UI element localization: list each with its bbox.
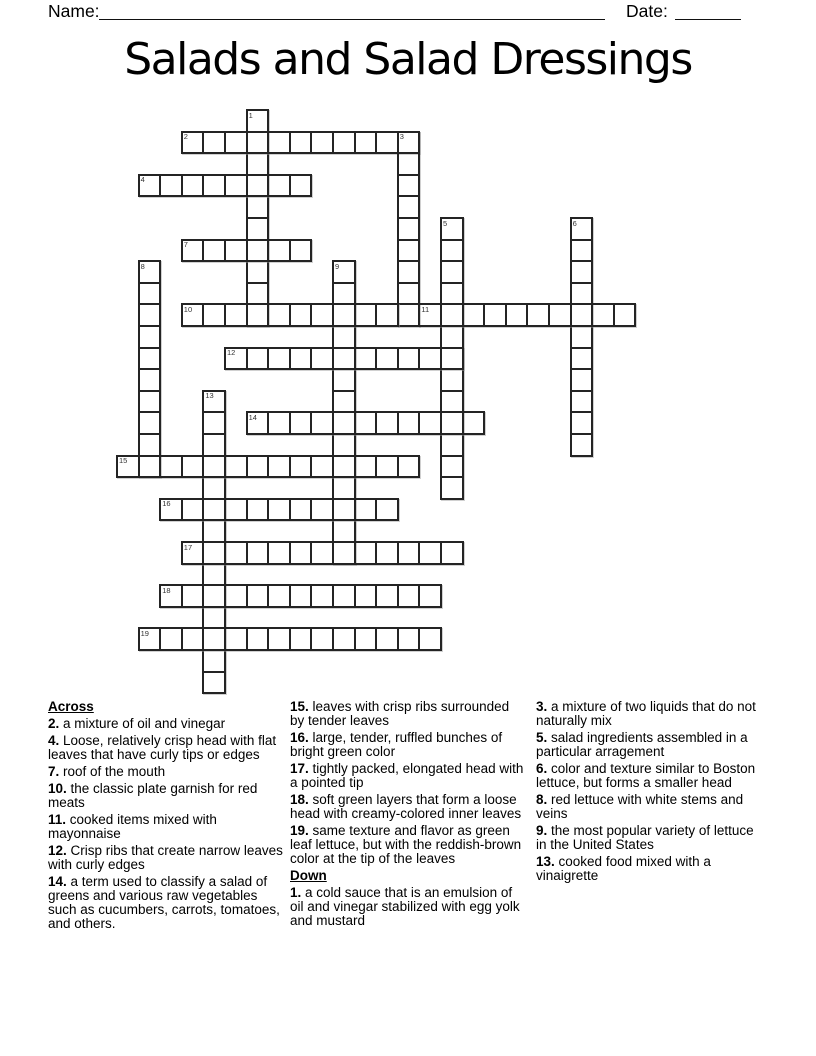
grid-cell[interactable] bbox=[225, 499, 247, 521]
grid-cell[interactable] bbox=[571, 283, 593, 305]
clue-number-label: 14 bbox=[248, 412, 257, 422]
grid-cell[interactable] bbox=[247, 261, 269, 283]
grid-cell[interactable] bbox=[398, 218, 420, 240]
grid-cell[interactable] bbox=[376, 499, 398, 521]
grid-cell[interactable] bbox=[398, 348, 420, 370]
clue-number-label: 16 bbox=[162, 499, 171, 509]
grid-cell[interactable] bbox=[333, 283, 355, 305]
grid-cell[interactable] bbox=[398, 240, 420, 262]
clue-across-11: 11. cooked items mixed with mayonnaise bbox=[48, 812, 217, 841]
grid-cell[interactable] bbox=[333, 261, 355, 283]
clues-across-heading: Across bbox=[48, 699, 94, 714]
grid-cell[interactable] bbox=[225, 585, 247, 607]
grid-cell[interactable] bbox=[268, 542, 290, 564]
grid-cell[interactable] bbox=[139, 261, 161, 283]
clue-across-16: 16. large, tender, ruffled bunches of bright green color bbox=[290, 730, 503, 759]
grid-cell[interactable] bbox=[247, 218, 269, 240]
clue-number-label: 4 bbox=[140, 175, 145, 185]
grid-cell[interactable] bbox=[441, 434, 463, 456]
grid-cell[interactable] bbox=[203, 240, 225, 262]
clue-number-label: 10 bbox=[183, 304, 193, 314]
grid-cell[interactable] bbox=[355, 499, 377, 521]
grid-cell[interactable] bbox=[398, 175, 420, 197]
grid-cell[interactable] bbox=[247, 283, 269, 305]
grid-cell[interactable] bbox=[376, 542, 398, 564]
clue-number-label: 1 bbox=[248, 110, 253, 120]
grid-cell[interactable] bbox=[203, 585, 225, 607]
clue-across-18: 18. soft green layers that form a loose head with creamy-colored inner leaves bbox=[290, 792, 522, 821]
grid-cell[interactable] bbox=[571, 240, 593, 262]
grid-cell[interactable] bbox=[290, 412, 312, 434]
grid-cell[interactable] bbox=[376, 132, 398, 154]
grid-cell[interactable] bbox=[139, 369, 161, 391]
grid-cell[interactable] bbox=[441, 283, 463, 305]
grid-cell[interactable] bbox=[139, 304, 161, 326]
grid-cell[interactable] bbox=[311, 456, 333, 478]
clue-across-17: 17. tightly packed, elongated head with a pointed tip bbox=[290, 761, 524, 790]
grid-cell[interactable] bbox=[290, 132, 312, 154]
grid-cell[interactable] bbox=[355, 585, 377, 607]
grid-cell[interactable] bbox=[355, 412, 377, 434]
grid-cell[interactable] bbox=[203, 391, 225, 413]
grid-cell[interactable] bbox=[225, 240, 247, 262]
grid-cell[interactable] bbox=[225, 456, 247, 478]
grid-cell[interactable] bbox=[203, 499, 225, 521]
clue-number: 3. bbox=[536, 699, 548, 714]
grid-cell[interactable] bbox=[247, 175, 269, 197]
grid-cell[interactable] bbox=[290, 456, 312, 478]
clue-number: 4. bbox=[48, 733, 60, 748]
grid-cell[interactable] bbox=[182, 240, 204, 262]
grid-cell[interactable] bbox=[268, 240, 290, 262]
clue-number-label: 13 bbox=[205, 391, 214, 401]
grid-cell[interactable] bbox=[398, 456, 420, 478]
grid-cell[interactable] bbox=[268, 456, 290, 478]
grid-cell[interactable] bbox=[203, 564, 225, 586]
grid-cell[interactable] bbox=[182, 456, 204, 478]
grid-cell[interactable] bbox=[247, 412, 269, 434]
grid-cell[interactable] bbox=[203, 477, 225, 499]
grid-cell[interactable] bbox=[247, 196, 269, 218]
grid-cell[interactable] bbox=[355, 456, 377, 478]
clue-number: 16. bbox=[290, 730, 309, 745]
grid-cell[interactable] bbox=[355, 132, 377, 154]
grid-cell[interactable] bbox=[160, 175, 182, 197]
grid-cell[interactable] bbox=[225, 348, 247, 370]
grid-cell[interactable] bbox=[182, 175, 204, 197]
clue-number-label: 15 bbox=[119, 456, 128, 466]
grid-cell[interactable] bbox=[160, 628, 182, 650]
grid-cell[interactable] bbox=[527, 304, 549, 326]
name-label: Name: bbox=[48, 1, 100, 21]
clue-column-1 bbox=[48, 700, 285, 934]
grid-cell[interactable] bbox=[571, 218, 593, 240]
grid-cell[interactable] bbox=[333, 326, 355, 348]
grid-cell[interactable] bbox=[441, 456, 463, 478]
clue-number-label: 11 bbox=[421, 304, 430, 314]
grid-cell[interactable] bbox=[182, 585, 204, 607]
clue-down-1: 1. a cold sauce that is an emulsion of oil and vinegar stabilized with egg yolk and mustard bbox=[290, 885, 520, 928]
grid-cell[interactable] bbox=[290, 499, 312, 521]
grid-cell[interactable] bbox=[398, 585, 420, 607]
grid-cell[interactable] bbox=[182, 542, 204, 564]
clue-number-label: 3 bbox=[399, 132, 404, 142]
grid-cell[interactable] bbox=[311, 348, 333, 370]
clue-across-4: 4. Loose, relatively crisp head with flat leaves that have curly tips or edges bbox=[48, 733, 277, 762]
grid-cell[interactable] bbox=[333, 412, 355, 434]
clue-number: 1. bbox=[290, 885, 302, 900]
clue-number: 5. bbox=[536, 730, 548, 745]
clue-number-label: 19 bbox=[140, 628, 149, 638]
grid-cell[interactable] bbox=[203, 542, 225, 564]
grid-cell[interactable] bbox=[203, 304, 225, 326]
grid-cell[interactable] bbox=[571, 434, 593, 456]
grid-cell[interactable] bbox=[225, 175, 247, 197]
date-label: Date: bbox=[626, 1, 668, 21]
grid-cell[interactable] bbox=[139, 434, 161, 456]
grid-cell[interactable] bbox=[311, 542, 333, 564]
grid-cell[interactable] bbox=[290, 585, 312, 607]
name-fill-in-line[interactable] bbox=[99, 1, 605, 20]
grid-cell[interactable] bbox=[441, 326, 463, 348]
grid-cell[interactable] bbox=[290, 304, 312, 326]
grid-cell[interactable] bbox=[376, 628, 398, 650]
clue-number: 13. bbox=[536, 854, 555, 869]
grid-cell[interactable] bbox=[333, 304, 355, 326]
grid-cell[interactable] bbox=[376, 412, 398, 434]
grid-cell[interactable] bbox=[139, 348, 161, 370]
grid-cell[interactable] bbox=[463, 304, 485, 326]
grid-cell[interactable] bbox=[290, 240, 312, 262]
grid-cell[interactable] bbox=[333, 348, 355, 370]
grid-cell[interactable] bbox=[419, 628, 441, 650]
grid-cell[interactable] bbox=[139, 628, 161, 650]
clue-down-9: 9. the most popular variety of lettuce in the United States bbox=[536, 823, 754, 852]
grid-cell[interactable] bbox=[355, 348, 377, 370]
grid-cell[interactable] bbox=[333, 369, 355, 391]
clue-number: 11. bbox=[48, 812, 67, 827]
grid-cell[interactable] bbox=[419, 585, 441, 607]
grid-cell[interactable] bbox=[333, 477, 355, 499]
grid-cell[interactable] bbox=[182, 499, 204, 521]
grid-cell[interactable] bbox=[139, 283, 161, 305]
clue-column-3 bbox=[536, 700, 760, 886]
clue-number: 19. bbox=[290, 823, 309, 838]
clue-number-label: 5 bbox=[443, 218, 448, 228]
grid-cell[interactable] bbox=[549, 304, 571, 326]
grid-cell[interactable] bbox=[139, 412, 161, 434]
grid-cell[interactable] bbox=[290, 175, 312, 197]
grid-cell[interactable] bbox=[290, 628, 312, 650]
clue-number: 14. bbox=[48, 874, 67, 889]
grid-cell[interactable] bbox=[139, 456, 161, 478]
grid-cell[interactable] bbox=[203, 132, 225, 154]
grid-cell[interactable] bbox=[419, 304, 441, 326]
grid-cell[interactable] bbox=[182, 132, 204, 154]
grid-cell[interactable] bbox=[268, 628, 290, 650]
grid-cell[interactable] bbox=[268, 304, 290, 326]
grid-cell[interactable] bbox=[247, 542, 269, 564]
grid-cell[interactable] bbox=[139, 391, 161, 413]
grid-cell[interactable] bbox=[160, 499, 182, 521]
grid-cell[interactable] bbox=[376, 585, 398, 607]
clue-across-7: 7. roof of the mouth bbox=[48, 764, 166, 779]
clue-number-label: 6 bbox=[572, 218, 577, 228]
clue-number: 15. bbox=[290, 699, 309, 714]
clue-number: 18. bbox=[290, 792, 309, 807]
grid-cell[interactable] bbox=[247, 110, 269, 132]
grid-cell[interactable] bbox=[311, 412, 333, 434]
page-title: Salads and Salad Dressings bbox=[124, 34, 692, 85]
grid-cell[interactable] bbox=[441, 218, 463, 240]
grid-cell[interactable] bbox=[139, 326, 161, 348]
grid-cell[interactable] bbox=[592, 304, 614, 326]
grid-cell[interactable] bbox=[333, 391, 355, 413]
grid-cell[interactable] bbox=[203, 412, 225, 434]
grid-cell[interactable] bbox=[311, 628, 333, 650]
grid-cell[interactable] bbox=[376, 304, 398, 326]
grid-cell[interactable] bbox=[247, 456, 269, 478]
grid-cell[interactable] bbox=[398, 196, 420, 218]
grid-cell[interactable] bbox=[355, 628, 377, 650]
grid-cell[interactable] bbox=[506, 304, 528, 326]
grid-cell[interactable] bbox=[441, 261, 463, 283]
grid-cell[interactable] bbox=[419, 348, 441, 370]
grid-cell[interactable] bbox=[203, 434, 225, 456]
grid-cell[interactable] bbox=[268, 132, 290, 154]
grid-cell[interactable] bbox=[398, 412, 420, 434]
grid-cell[interactable] bbox=[247, 348, 269, 370]
grid-cell[interactable] bbox=[398, 153, 420, 175]
grid-cell[interactable] bbox=[333, 434, 355, 456]
grid-cell[interactable] bbox=[376, 456, 398, 478]
grid-cell[interactable] bbox=[398, 283, 420, 305]
grid-cell[interactable] bbox=[419, 412, 441, 434]
clue-number: 17. bbox=[290, 761, 309, 776]
grid-cell[interactable] bbox=[247, 304, 269, 326]
grid-cell[interactable] bbox=[614, 304, 636, 326]
grid-cell[interactable] bbox=[203, 175, 225, 197]
grid-cell[interactable] bbox=[398, 542, 420, 564]
grid-cell[interactable] bbox=[311, 585, 333, 607]
clue-down-13: 13. cooked food mixed with a vinaigrette bbox=[536, 854, 711, 883]
clue-number-label: 18 bbox=[162, 585, 171, 595]
grid-cell[interactable] bbox=[268, 499, 290, 521]
clue-number: 10. bbox=[48, 781, 67, 796]
grid-cell[interactable] bbox=[247, 585, 269, 607]
clue-across-12: 12. Crisp ribs that create narrow leaves with curly edges bbox=[48, 843, 283, 872]
grid-cell[interactable] bbox=[247, 153, 269, 175]
grid-cell[interactable] bbox=[571, 261, 593, 283]
grid-cell[interactable] bbox=[268, 412, 290, 434]
grid-cell[interactable] bbox=[441, 412, 463, 434]
grid-cell[interactable] bbox=[398, 132, 420, 154]
grid-cell[interactable] bbox=[398, 261, 420, 283]
grid-cell[interactable] bbox=[419, 542, 441, 564]
grid-cell[interactable] bbox=[203, 672, 225, 694]
clue-number: 2. bbox=[48, 716, 60, 731]
grid-cell[interactable] bbox=[355, 304, 377, 326]
grid-cell[interactable] bbox=[117, 456, 139, 478]
grid-cell[interactable] bbox=[247, 499, 269, 521]
grid-cell[interactable] bbox=[247, 628, 269, 650]
grid-cell[interactable] bbox=[182, 628, 204, 650]
grid-cell[interactable] bbox=[247, 132, 269, 154]
grid-cell[interactable] bbox=[311, 499, 333, 521]
clue-down-6: 6. color and texture similar to Boston lettuce, but forms a smaller head bbox=[536, 761, 756, 790]
clue-number-label: 9 bbox=[335, 261, 340, 271]
grid-cell[interactable] bbox=[376, 348, 398, 370]
grid-cell[interactable] bbox=[333, 520, 355, 542]
clue-across-19: 19. same texture and flavor as green leaf lettuce, but with the reddish-brown color at the tip of the leaves bbox=[290, 823, 522, 866]
clue-down-3: 3. a mixture of two liquids that do not naturally mix bbox=[536, 699, 756, 728]
grid-cell[interactable] bbox=[441, 542, 463, 564]
grid-cell[interactable] bbox=[463, 412, 485, 434]
grid-cell[interactable] bbox=[225, 628, 247, 650]
grid-cell[interactable] bbox=[203, 456, 225, 478]
grid-cell[interactable] bbox=[203, 650, 225, 672]
grid-cell[interactable] bbox=[203, 607, 225, 629]
clue-across-10: 10. the classic plate garnish for red meats bbox=[48, 781, 258, 810]
grid-cell[interactable] bbox=[571, 326, 593, 348]
clues-down-heading: Down bbox=[290, 868, 327, 883]
clue-number-label: 12 bbox=[227, 348, 236, 358]
clue-number-label: 17 bbox=[183, 542, 193, 552]
grid-cell[interactable] bbox=[484, 304, 506, 326]
grid-cell[interactable] bbox=[333, 132, 355, 154]
clue-down-8: 8. red lettuce with white stems and veins bbox=[536, 792, 744, 821]
clue-number: 9. bbox=[536, 823, 548, 838]
clue-number: 7. bbox=[48, 764, 60, 779]
clue-number: 6. bbox=[536, 761, 548, 776]
grid-cell[interactable] bbox=[441, 391, 463, 413]
grid-cell[interactable] bbox=[571, 304, 593, 326]
grid-cell[interactable] bbox=[268, 585, 290, 607]
grid-cell[interactable] bbox=[398, 304, 420, 326]
grid-cell[interactable] bbox=[571, 348, 593, 370]
grid-cell[interactable] bbox=[571, 391, 593, 413]
clue-across-15: 15. leaves with crisp ribs surrounded by tender leaves bbox=[290, 699, 510, 728]
clue-number-label: 7 bbox=[183, 240, 188, 250]
clue-number-label: 2 bbox=[183, 132, 188, 142]
clue-number-label: 8 bbox=[140, 261, 145, 271]
grid-cell[interactable] bbox=[225, 542, 247, 564]
grid-cell[interactable] bbox=[160, 585, 182, 607]
grid-cell[interactable] bbox=[203, 520, 225, 542]
grid-cell[interactable] bbox=[203, 628, 225, 650]
grid-cell[interactable] bbox=[441, 477, 463, 499]
grid-cell[interactable] bbox=[160, 456, 182, 478]
grid-cell[interactable] bbox=[441, 348, 463, 370]
grid-cell[interactable] bbox=[290, 348, 312, 370]
clue-across-14: 14. a term used to classify a salad of greens and various raw vegetables such as cucumbers, carrots, tomatoes, and others. bbox=[48, 874, 280, 931]
grid-cell[interactable] bbox=[225, 132, 247, 154]
grid-cell[interactable] bbox=[441, 304, 463, 326]
grid-cell[interactable] bbox=[311, 304, 333, 326]
grid-cell[interactable] bbox=[268, 348, 290, 370]
clue-number: 8. bbox=[536, 792, 548, 807]
grid-cell[interactable] bbox=[225, 304, 247, 326]
grid-cell[interactable] bbox=[290, 542, 312, 564]
grid-cell[interactable] bbox=[571, 369, 593, 391]
grid-cell[interactable] bbox=[311, 132, 333, 154]
grid-cell[interactable] bbox=[333, 499, 355, 521]
grid-cell[interactable] bbox=[355, 542, 377, 564]
grid-cell[interactable] bbox=[247, 240, 269, 262]
grid-cell[interactable] bbox=[182, 304, 204, 326]
grid-cell[interactable] bbox=[333, 585, 355, 607]
grid-cell[interactable] bbox=[268, 175, 290, 197]
grid-cell[interactable] bbox=[139, 175, 161, 197]
grid-cell[interactable] bbox=[441, 240, 463, 262]
grid-cell[interactable] bbox=[441, 369, 463, 391]
grid-cell[interactable] bbox=[333, 456, 355, 478]
grid-cell[interactable] bbox=[398, 628, 420, 650]
grid-cell[interactable] bbox=[333, 542, 355, 564]
clue-down-5: 5. salad ingredients assembled in a particular arragement bbox=[536, 730, 748, 759]
grid-cell[interactable] bbox=[333, 628, 355, 650]
clue-across-2: 2. a mixture of oil and vinegar bbox=[48, 716, 226, 731]
clue-number: 12. bbox=[48, 843, 67, 858]
grid-cell[interactable] bbox=[571, 412, 593, 434]
date-fill-in-line[interactable] bbox=[675, 1, 741, 20]
clue-column-2 bbox=[290, 700, 526, 931]
